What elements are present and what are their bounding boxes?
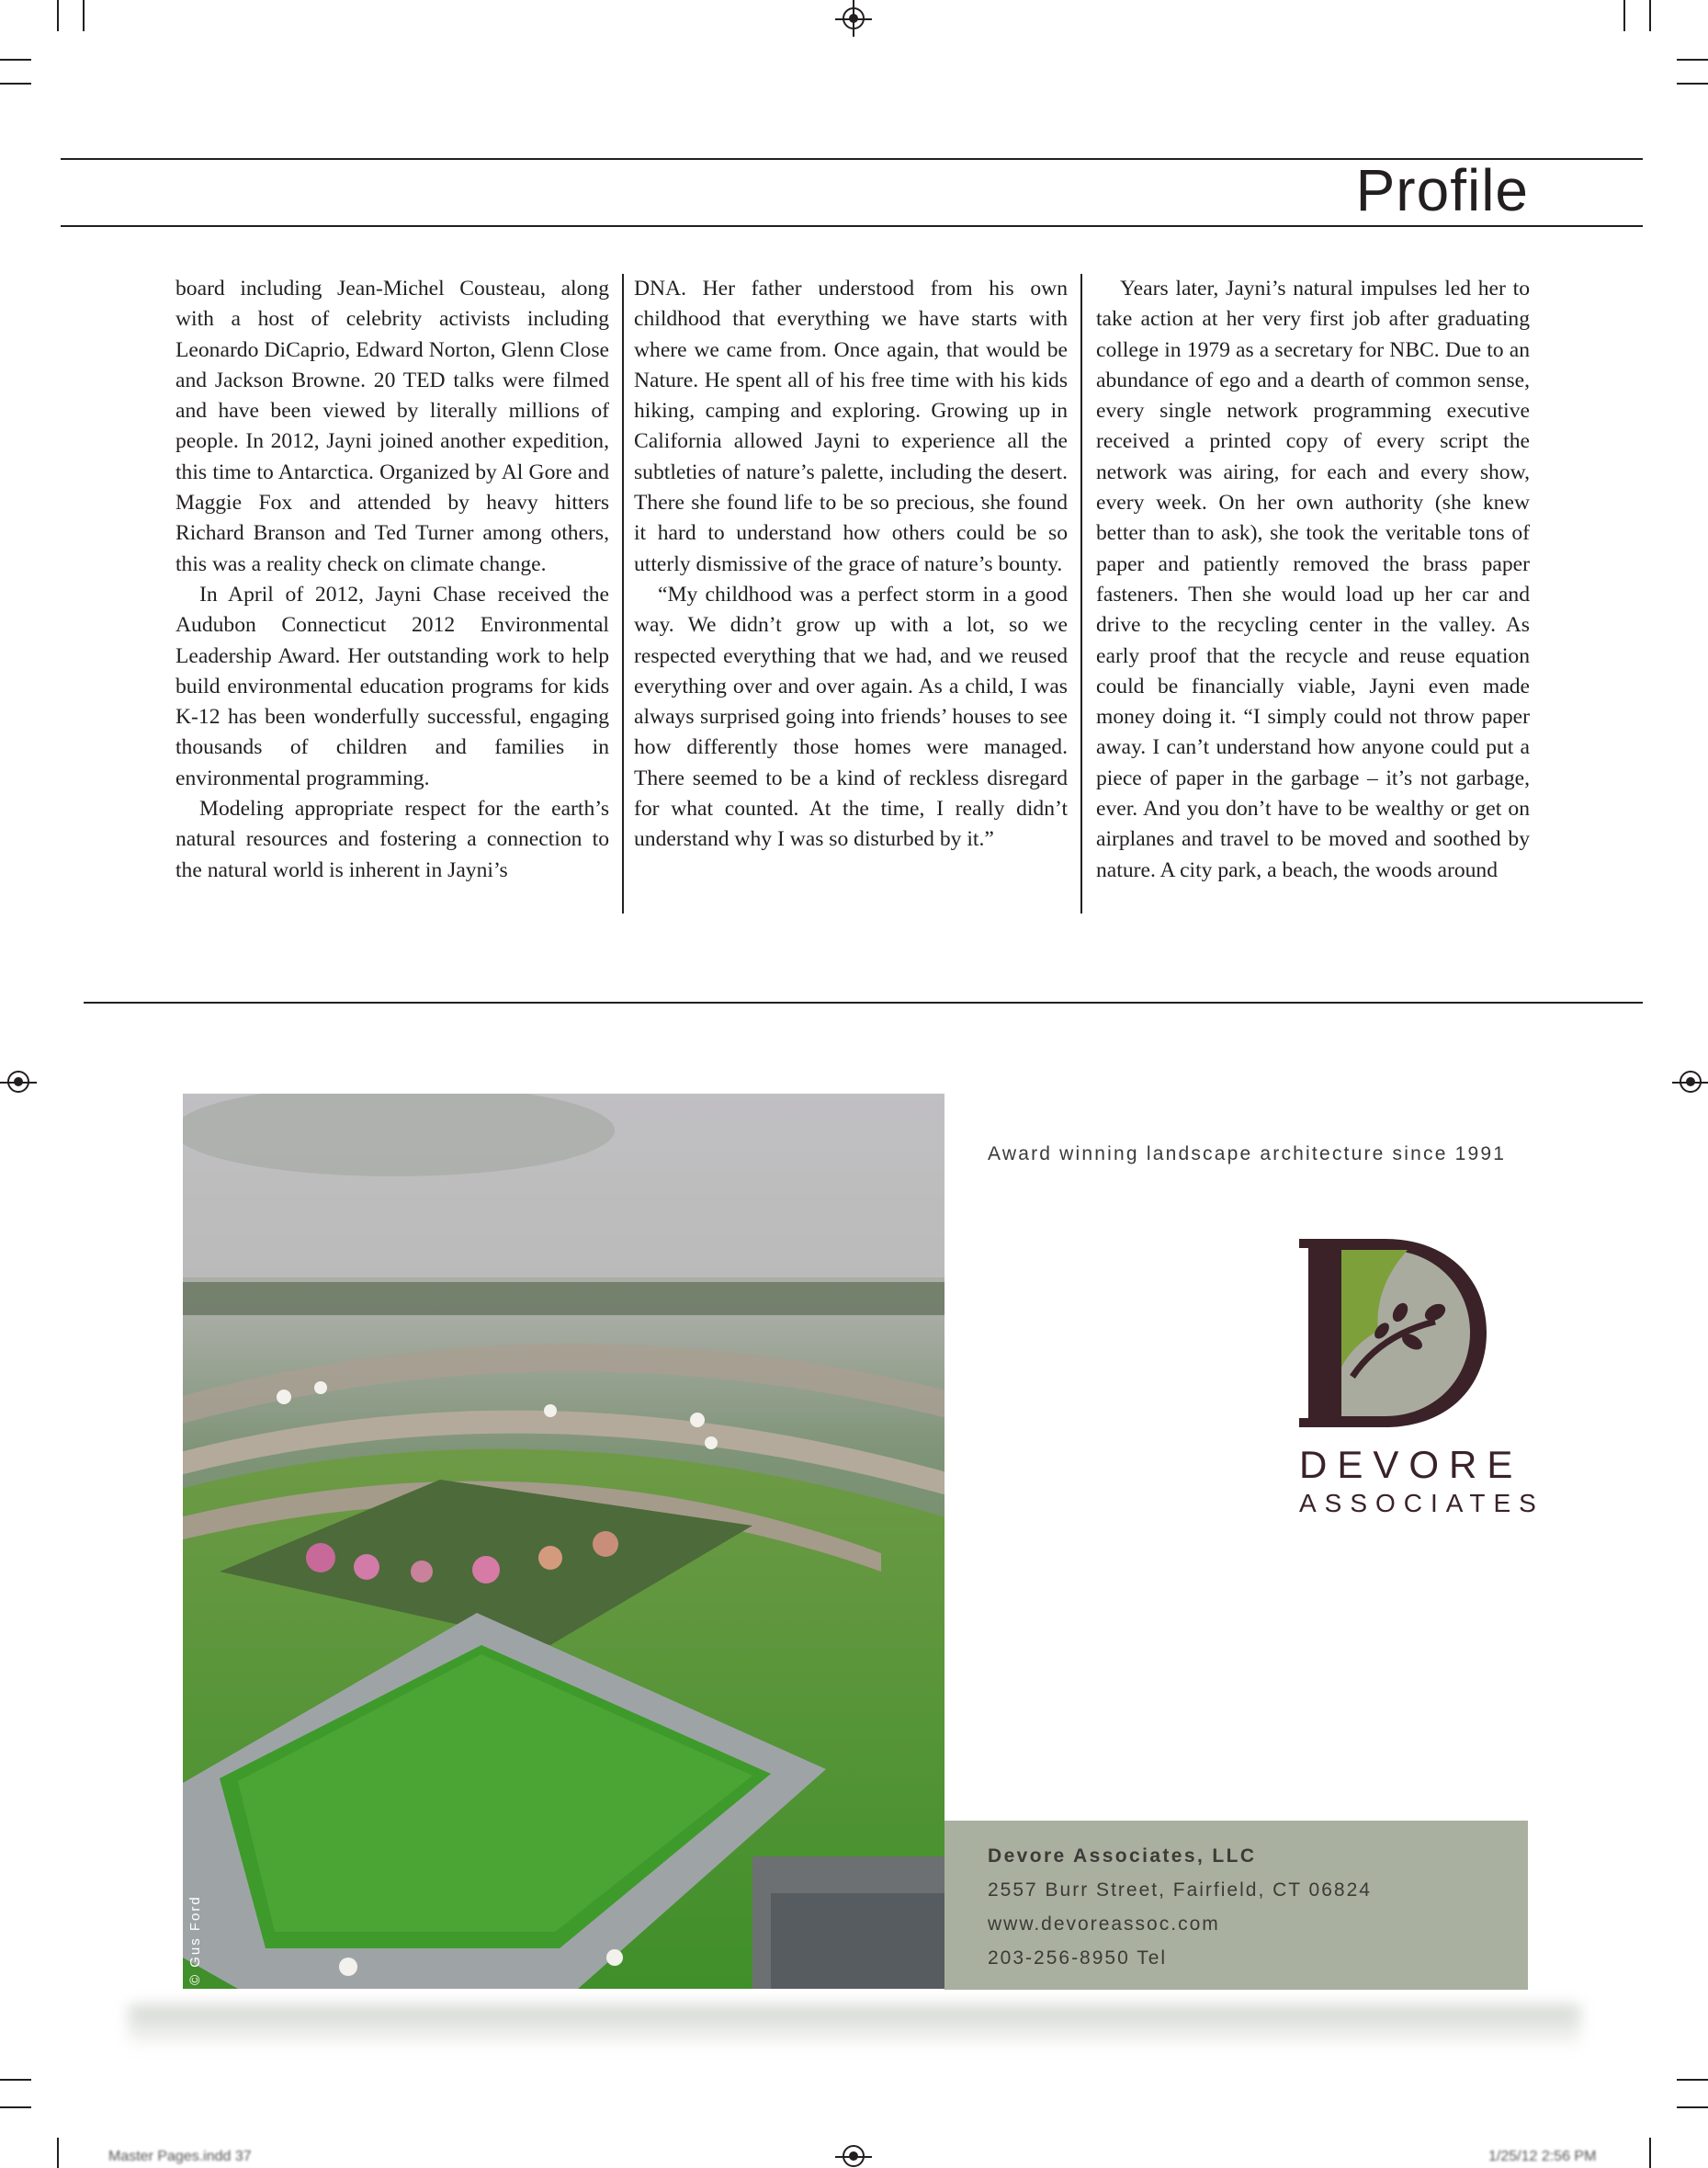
crop-mark: [0, 83, 31, 85]
crop-mark: [1677, 59, 1708, 61]
registration-mark-line: [853, 0, 854, 37]
ad-shadow: [129, 2005, 1580, 2049]
crop-mark: [57, 0, 59, 31]
devore-logo: [1297, 1239, 1487, 1427]
header-bottom-rule: [61, 225, 1643, 227]
column-divider: [1080, 274, 1082, 914]
paragraph: In April of 2012, Jayni Chase received the Audubon Connecticut 2012 Environmental Leadership Award. Her outstanding work to help build environmental education programs for kids K-12 has been wonderfully successful, engaging thousands of children and families in environmental programming.: [175, 582, 609, 790]
paragraph: Modeling appropriate respect for the earth’s natural resources and fostering a connection to the natural world is inherent in Jayni’s: [175, 797, 609, 882]
article-column-3: [1096, 274, 1530, 886]
article-column-1: [175, 274, 609, 886]
address: 2557 Burr Street, Fairfield, CT 06824: [988, 1879, 1372, 1901]
phone: 203-256-8950 Tel: [988, 1947, 1168, 1969]
website-link[interactable]: www.devoreassoc.com: [988, 1913, 1220, 1935]
company-name: Devore Associates, LLC: [988, 1845, 1257, 1867]
column-divider: [622, 274, 624, 914]
paragraph: board including Jean-Michel Cousteau, along with a host of celebrity activists including Leonardo DiCaprio, Edward Norton, Glenn Close and Jackson Browne. 20 TED talks were filmed and have been viewed by literally millions of people. In 2012, Jayni joined another expedition, this time to Antarctica. Organized by Al Gore and Maggie Fox and attended by heavy hitters Richard Branson and Ted Turner among others, this was a reality check on climate change.: [175, 277, 609, 576]
slug-left: Master Pages.indd 37: [108, 2149, 252, 2164]
paragraph: DNA. Her father understood from his own childhood that everything we have starts with where we came from. Once again, that would be Nature. He spent all of his free time with his kids hiking, camping and exploring. Growing up in California allowed Jayni to experience all the subtleties of nature’s palette, including the desert. There she found life to be so precious, she found it hard to understand how others could be so utterly dismissive of the grace of nature’s bounty.: [634, 277, 1068, 576]
crop-mark: [1623, 0, 1625, 31]
crop-mark: [0, 2106, 31, 2108]
photo-credit: © Gus Ford: [187, 1895, 203, 1985]
article-column-2: [634, 274, 1068, 856]
ad-separator-rule: [84, 1002, 1643, 1004]
crop-mark: [0, 59, 31, 61]
brand-name: DEVORE: [1299, 1443, 1523, 1486]
registration-mark-icon: [7, 1071, 29, 1093]
ad-tagline: Award winning landscape architecture since 1991: [988, 1143, 1507, 1164]
slug-right: 1/25/12 2:56 PM: [1488, 2149, 1597, 2164]
crop-mark: [1677, 83, 1708, 85]
garden-photo: [183, 1094, 944, 1989]
crop-mark: [1677, 2106, 1708, 2108]
paragraph: “My childhood was a perfect storm in a good way. We didn’t grow up with a lot, so we respected everything that we had, and we reused everything over and over again. As a child, I was always surprised going into friends’ houses to see how differently those homes were managed. There seemed to be a kind of reckless disregard for what counted. At the time, I really didn’t understand why I was so disturbed by it.”: [634, 582, 1068, 852]
crop-mark: [57, 2138, 59, 2168]
registration-mark-icon: [1680, 1071, 1702, 1093]
section-title: Profile: [1355, 157, 1529, 223]
crop-mark: [83, 0, 85, 31]
contact-box: [944, 1821, 1528, 1990]
brand-subtitle: ASSOCIATES: [1299, 1489, 1544, 1517]
crop-mark: [1649, 0, 1651, 31]
registration-mark-icon: [843, 2145, 865, 2167]
paragraph: Years later, Jayni’s natural impulses led her to take action at her very first job after graduating college in 1979 as a secretary for NBC. Due to an abundance of ego and a dearth of common sense, every single network programming executive received a printed copy of every script the network was airing, for each and every show, every week. On her own authority (she knew better than to ask), she took the veritable tons of paper and patiently removed the brass paper fasteners. Then she would load up her car and drive to the recycling center in the valley. As early proof that the recycle and reuse equation could be financially viable, Jayni even made money doing it. “I simply could not throw paper away. I can’t understand how anyone could put a piece of paper in the garbage – it’s not garbage, ever. And you don’t have to be wealthy or get on airplanes and travel to be moved and soothed by nature. A city park, a beach, the woods around: [1096, 277, 1530, 882]
crop-mark: [1677, 2079, 1708, 2081]
crop-mark: [0, 2079, 31, 2081]
crop-mark: [1649, 2138, 1651, 2168]
